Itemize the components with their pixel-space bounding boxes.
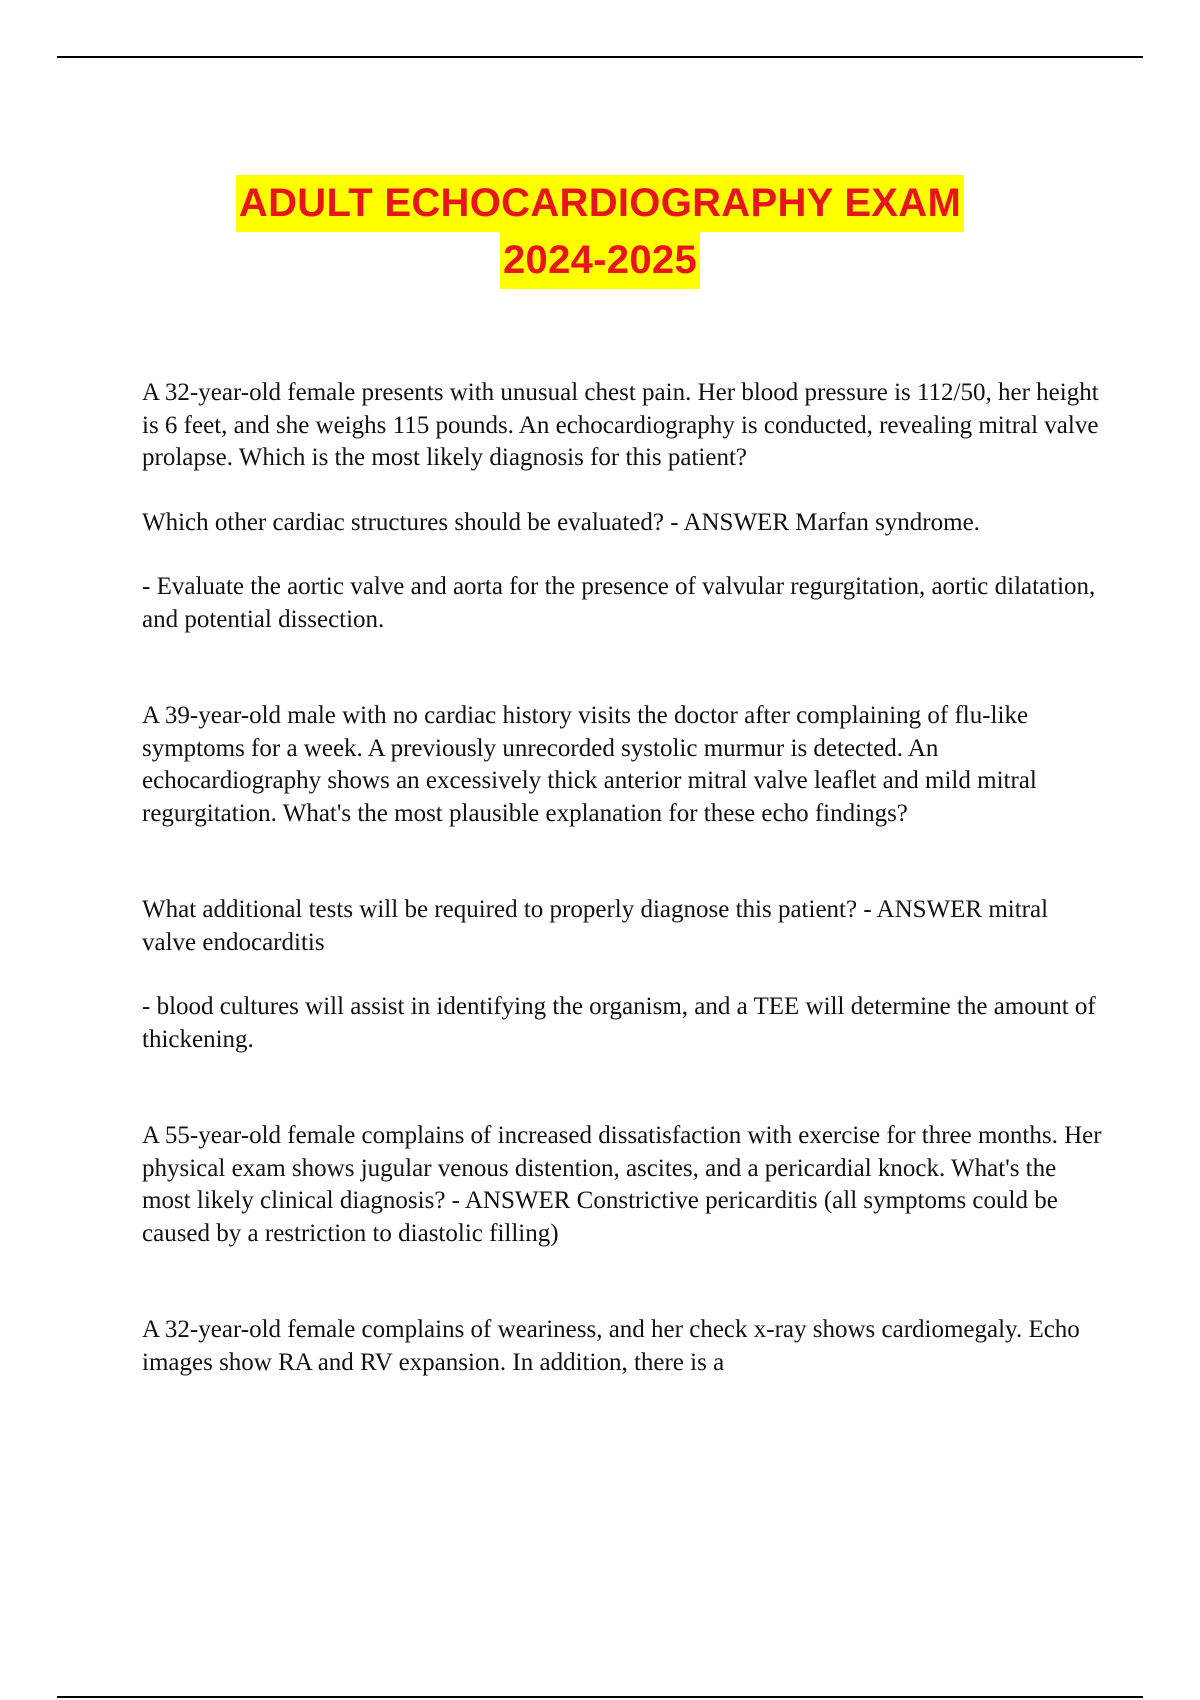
question-2-explanation: - blood cultures will assist in identifying the organism, and a TEE will determine the amount of thickening. xyxy=(142,993,1096,1053)
question-1-text: A 32-year-old female presents with unusual chest pain. Her blood pressure is 112/50, her height is 6 feet, and she weighs 115 pounds. An echocardiography is conducted, revealing mitral valve prolapse. Which is the most likely diagnosis for this patient? xyxy=(142,379,1099,471)
document-body xyxy=(142,377,1102,1379)
question-1-answer: Which other cardiac structures should be evaluated? - ANSWER Marfan syndrome. xyxy=(142,508,980,536)
title-line-1: ADULT ECHOCARDIOGRAPHY EXAM xyxy=(236,175,964,232)
question-4-text: A 32-year-old female complains of weariness, and her check x-ray shows cardiomegaly. Echo images show RA and RV expansion. In addition, there is a xyxy=(142,1316,1080,1376)
question-2-answer: What additional tests will be required to properly diagnose this patient? - ANSWER mitral valve endocarditis xyxy=(142,896,1049,956)
footer-rule xyxy=(57,1696,1143,1698)
title-line-2: 2024-2025 xyxy=(500,232,700,289)
document-title xyxy=(0,175,1200,289)
question-1-explanation: - Evaluate the aortic valve and aorta for the presence of valvular regurgitation, aortic dilatation, and potential dissection. xyxy=(142,573,1096,633)
header-rule xyxy=(57,56,1143,58)
question-3-text: A 55-year-old female complains of increased dissatisfaction with exercise for three months. Her physical exam shows jugular venous distention, ascites, and a pericardial knock. What's the most likely clinical diagnosis? - ANSWER Constrictive pericarditis (all symptoms could be caused by a restriction to diastolic filling) xyxy=(142,1122,1102,1247)
question-2-text: A 39-year-old male with no cardiac history visits the doctor after complaining of flu-like symptoms for a week. A previously unrecorded systolic murmur is detected. An echocardiography shows an excessively thick anterior mitral valve leaflet and mild mitral regurgitation. What's the most plausible explanation for these echo findings? xyxy=(142,702,1037,827)
